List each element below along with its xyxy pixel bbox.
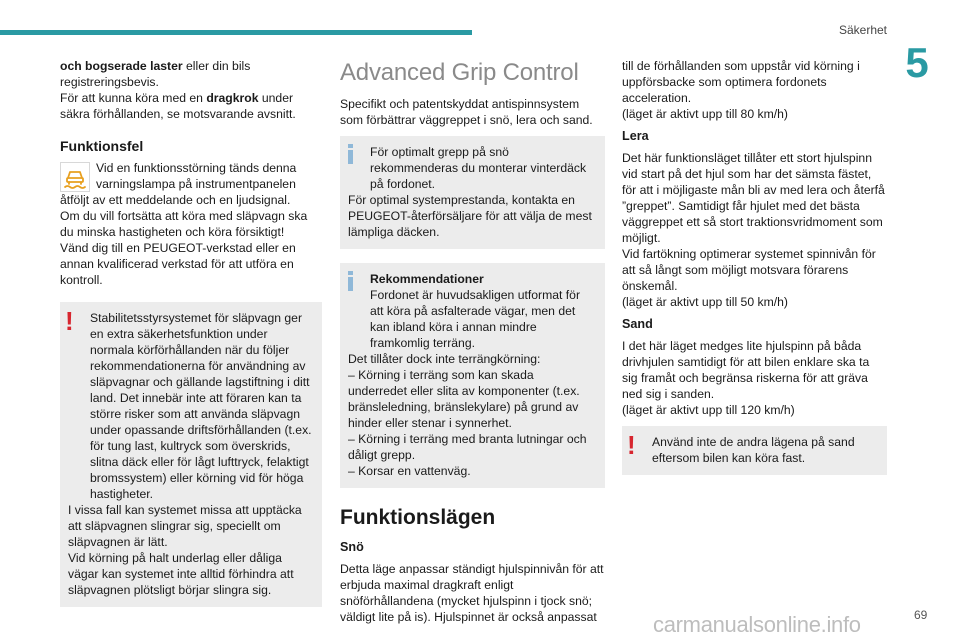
section-name: Säkerhet [838,23,887,37]
paragraph: För att kunna köra med en dragkrok under säkra förhållanden, se motsvarande avsnitt. [60,91,296,121]
warning-text: Använd inte de andra lägena på sand eftersom bilen kan köra fast. [652,435,855,465]
watermark: carmanualsonline.info [653,612,861,637]
page-number: 69 [914,608,928,622]
info-icon [345,144,357,166]
page-header [0,0,960,40]
info-text: För optimalt grepp på snö rekommenderas du monterar vinterdäck på fordonet. [370,145,587,191]
info-text: Fordonet är huvudsakligen utformat för att köra på asfalterade vägar, men det kan ibland köra i annan mindre framkomlig terräng. [370,288,581,350]
paragraph: (läget är aktivt upp till 80 km/h) [622,107,788,121]
trailer-stability-warning-icon [60,162,90,192]
paragraph: Vid en funktionsstörning tänds denna varningslampa på instrumentpanelen åtföljt av ett meddelande och en ljudsignal. [60,161,297,207]
paragraph: Om du vill fortsätta att köra med släpvagn ska du minska hastigheten och köra försiktigt! [60,209,308,239]
paragraph: (läget är aktivt upp till 120 km/h) [622,403,795,417]
info-box [340,263,605,488]
warning-text: I vissa fall kan systemet missa att upptäcka att släpvagnen slingrar sig, speciellt om släpvagnen är lätt. [68,503,302,549]
column-1 [60,58,322,607]
subheading: Snö [340,540,364,554]
subheading: Sand [622,317,653,331]
warning-text: Vid körning på halt underlag eller dåliga vägar kan systemet inte alltid förhindra att släpvagnen plötsligt börjar slingra sig. [68,551,294,597]
info-box [340,136,605,249]
list-item: – Körning i terräng som kan skada underredet eller slita av komponenter (t.ex. bränsleledning, bränslekylare) på grund av hinder eller stenar i synnerhet. [348,368,580,430]
warning-box [60,302,322,607]
paragraph: Vid fartökning optimerar systemet spinnivån för att så långt som möjligt motsvara förarens önskemål. [622,247,876,293]
list-item: – Korsar en vattenväg. [348,464,471,478]
warning-box [622,426,887,475]
exclamation-icon: ! [65,306,74,336]
paragraph: Det här funktionsläget tillåter ett stort hjulspinn vid start på det hjul som har det sämsta fästet, för att i möjligaste mån bli av med lera och återfå ”greppet”. Samtidigt får hjulet med det bästa väggreppet ett så stort traktionsvridmoment som möjligt. [622,151,885,245]
subheading: Lera [622,129,649,143]
section-title-advanced-grip: Advanced Grip Control [340,59,579,86]
info-text: För optimal systemprestanda, kontakta en PEUGEOT-återförsäljare för att välja de mest lämpliga däcken. [348,193,592,239]
info-text: Det tillåter dock inte terrängkörning: [348,352,541,366]
paragraph: Detta läge anpassar ständigt hjulspinnivån för att erbjuda maximal dragkraft enligt snöförhållandena (mycket hjulspinn i tjock snö; väldigt lite på is). Hjulspinnet är också anpassat [340,562,604,624]
paragraph: till de förhållanden som uppstår vid körning i uppförsbacke som optimera fordonets acceleration. [622,59,860,105]
column-2 [340,58,605,625]
header-accent-bar [0,30,472,35]
column-3 [622,58,887,475]
paragraph: (läget är aktivt upp till 50 km/h) [622,295,788,309]
paragraph: Vänd dig till en PEUGEOT-verkstad eller en annan kvalificerad verkstad för att utföra en kontroll. [60,241,296,287]
list-item: – Körning i terräng med branta lutningar och dåligt grepp. [348,432,587,462]
paragraph: och bogserade laster eller din bils registreringsbevis. [60,59,251,89]
subheading: Funktionsfel [60,138,144,154]
section-title-modes: Funktionslägen [340,506,496,529]
chapter-number: 5 [905,39,929,86]
info-title: Rekommendationer [370,272,484,286]
warning-text: Stabilitetsstyrsystemet för släpvagn ger en extra säkerhetsfunktion under normala körförhållanden när du följer rekommendationerna för användning av släpvagnar och gällande lagstiftning i ditt land. Det innebär inte att föraren kan ta större risker som att använda släpvagn under opassande driftsförhållanden (t.ex. för tung last, kultryck som överskrids, slitna däck eller för lågt lufttryck, felaktigt bromssystem) eller körning vid för höga hastigheter. [90,311,312,501]
exclamation-icon: ! [627,430,636,460]
paragraph: I det här läget medges lite hjulspinn på båda drivhjulen samtidigt för att bilen enklare ska ta sig framåt och begränsa riskerna för att gräva ned sig i sanden. [622,339,870,401]
paragraph: Specifikt och patentskyddat antispinnsystem som förbättrar väggreppet i snö, lera och sand. [340,97,593,127]
info-icon [345,271,357,293]
